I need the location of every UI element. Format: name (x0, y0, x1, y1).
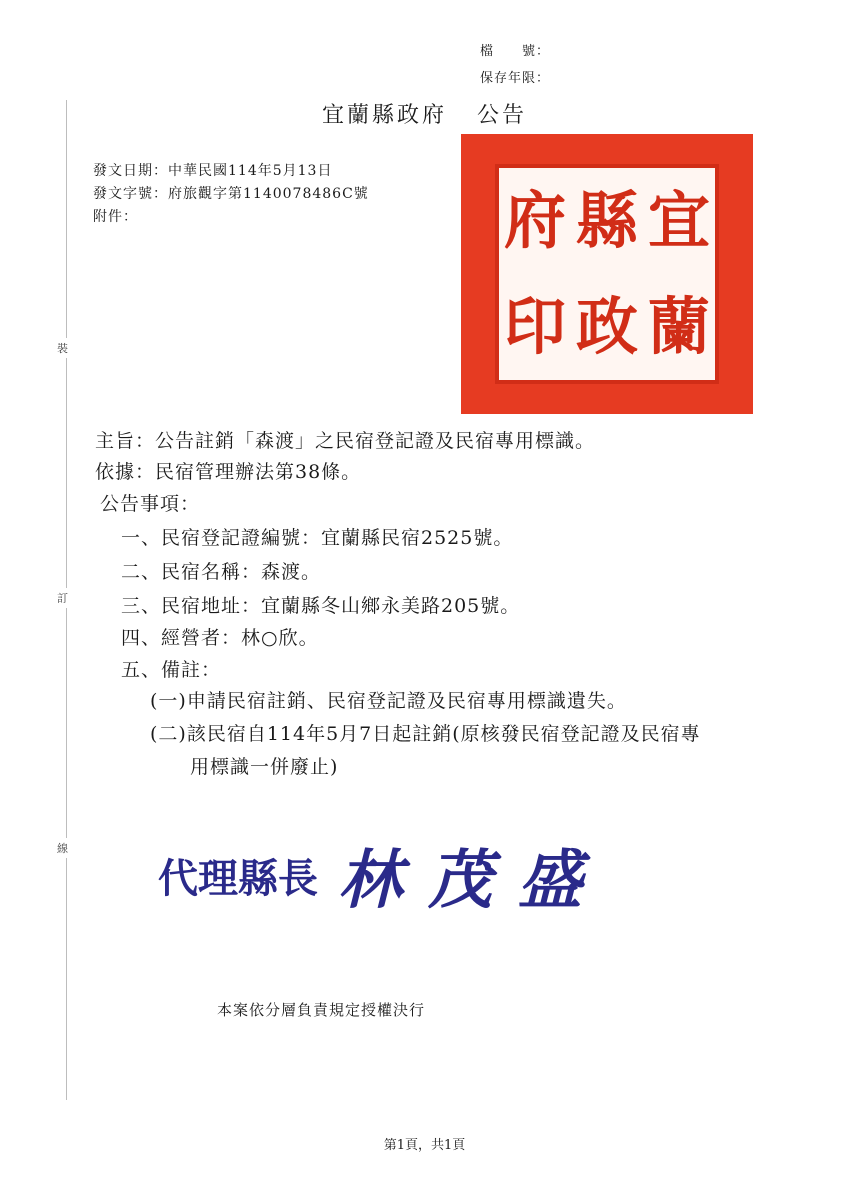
seal-char: 宜 (648, 184, 711, 257)
signature-title: 代理縣長 (158, 854, 318, 902)
item-registration-number: 一、民宿登記證編號：宜蘭縣民宿2525號。 (121, 527, 514, 549)
item-bnb-address: 三、民宿地址：宜蘭縣冬山鄉永美路205號。 (121, 595, 521, 617)
remark-note-2: (二)該民宿自114年5月7日起註銷(原核發民宿登記證及民宿專 (150, 723, 701, 745)
signature-name: 林茂盛 (338, 843, 608, 918)
basis-line: 依據：民宿管理辦法第38條。 (95, 461, 362, 483)
authorization-note: 本案依分層負責規定授權決行 (217, 1001, 426, 1019)
item-remarks: 五、備註： (121, 659, 222, 681)
subject-line: 主旨：公告註銷「森渡」之民宿登記證及民宿專用標識。 (95, 430, 596, 452)
remark-note-2-continued: 用標識一併廢止) (190, 756, 339, 778)
remark-note-1: (一)申請民宿註銷、民宿登記證及民宿專用標識遺失。 (150, 690, 627, 712)
official-seal-inner (495, 164, 719, 384)
retention-period-label: 保存年限： (480, 71, 551, 86)
items-heading: 公告事項： (100, 493, 201, 515)
item-operator: 四、經營者：林○欣。 (121, 627, 319, 649)
document-title (0, 98, 849, 129)
official-seal (461, 134, 753, 414)
issue-date: 發文日期：中華民國114年5月13日 (93, 163, 333, 179)
seal-char: 蘭 (648, 290, 711, 363)
reference-number: 發文字號：府旅觀字第1140078486C號 (93, 186, 369, 202)
file-number-label: 檔 號： (480, 44, 551, 59)
binding-mark-xian: 線 (57, 838, 68, 858)
item-bnb-name: 二、民宿名稱：森渡。 (121, 561, 322, 583)
seal-char: 印 (504, 290, 567, 363)
binding-mark-ding: 訂 (57, 588, 68, 608)
binding-mark-zhuang: 裝 (57, 338, 68, 358)
seal-char: 政 (576, 290, 639, 363)
seal-char: 府 (504, 184, 567, 257)
issuing-organization: 宜蘭縣政府 (321, 103, 447, 128)
attachment-label: 附件： (93, 209, 138, 225)
page-indicator: 第1頁，共1頁 (383, 1138, 466, 1153)
seal-char: 縣 (576, 184, 639, 257)
signature-stamp (158, 835, 638, 918)
document-type: 公告 (477, 103, 528, 128)
